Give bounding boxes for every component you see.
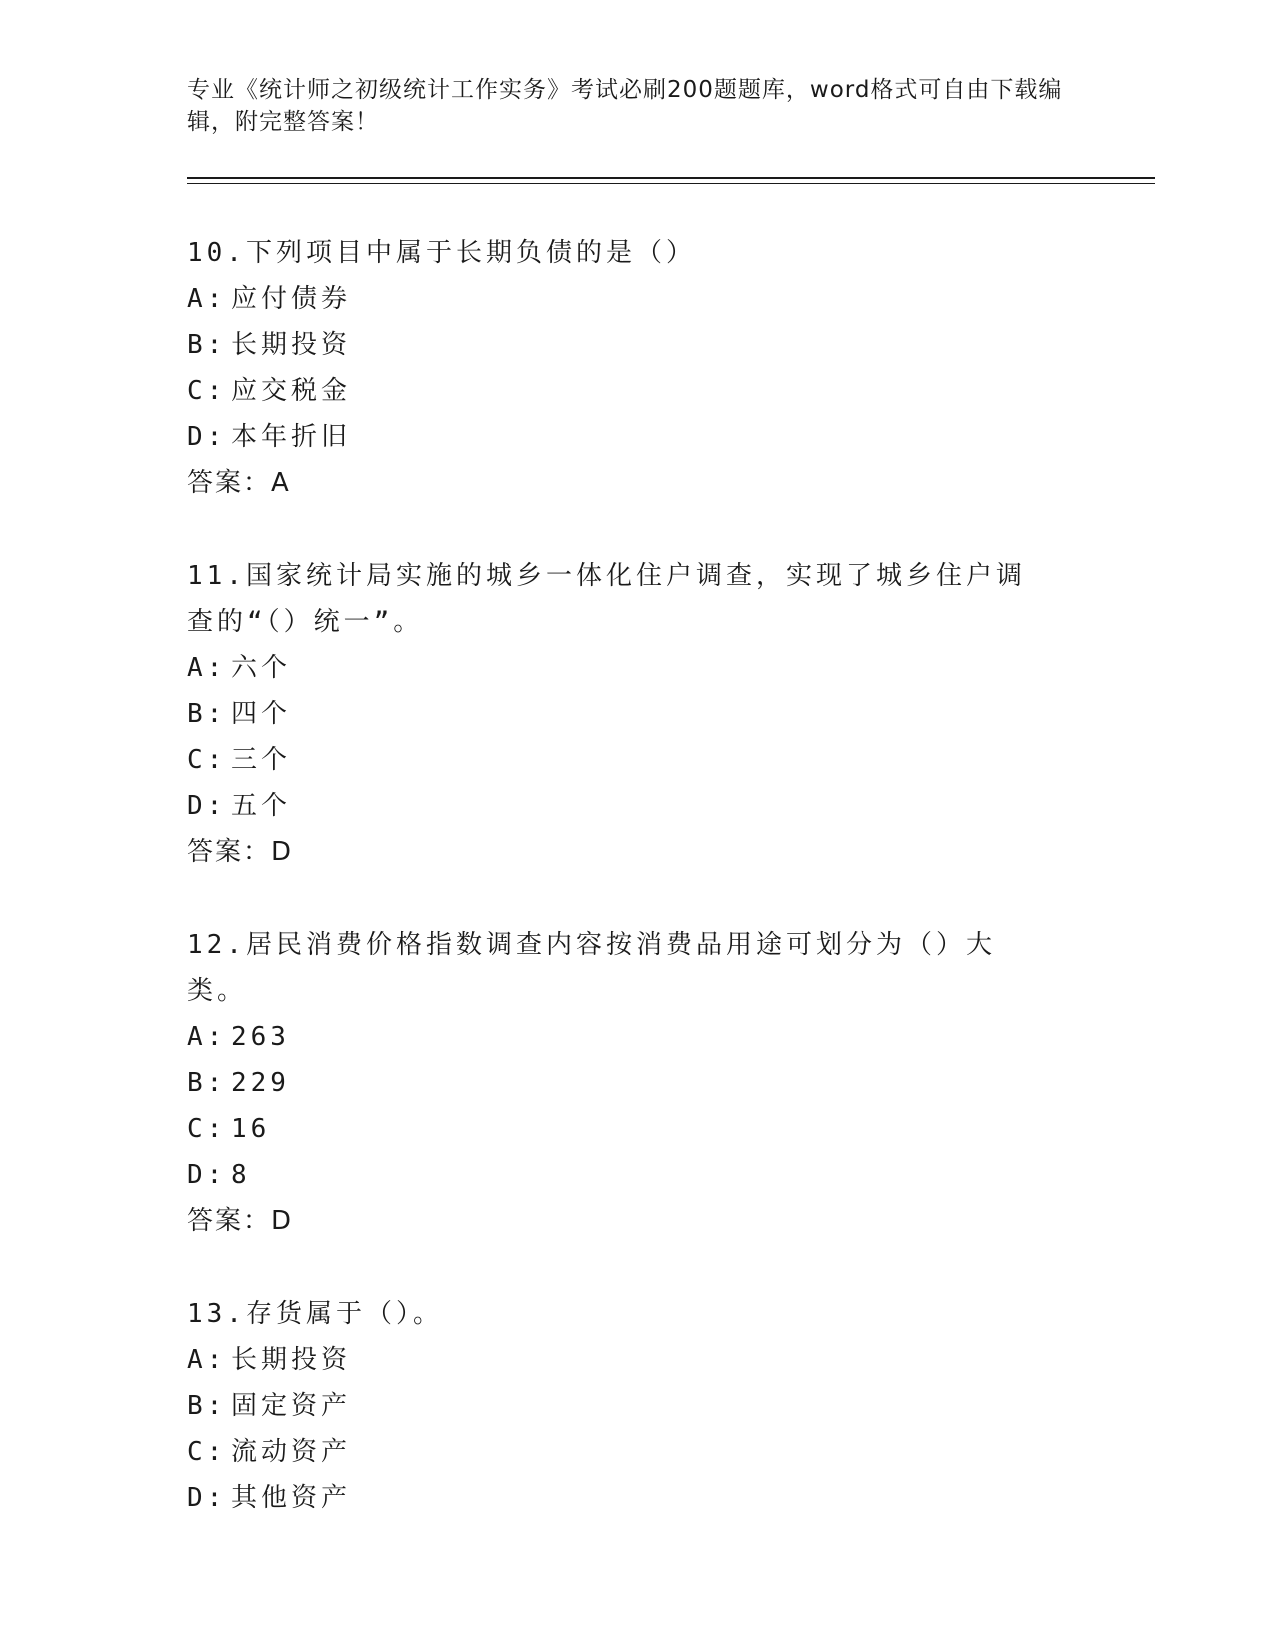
question-text: 13.存货属于（）。 bbox=[187, 1299, 443, 1329]
option-a bbox=[187, 1337, 1147, 1383]
option-b bbox=[187, 322, 1147, 368]
document-header: 专业《统计师之初级统计工作实务》考试必刷200题题库，word格式可自由下载编辑，附完整答案！ bbox=[187, 77, 1063, 135]
option-b bbox=[187, 691, 1147, 737]
header-divider-thick bbox=[187, 177, 1155, 179]
option-d bbox=[187, 783, 1147, 829]
option-a bbox=[187, 645, 1147, 691]
answer-line: 答案：D bbox=[187, 1206, 294, 1236]
question-10 bbox=[187, 230, 1147, 506]
option-letter: A: bbox=[187, 653, 227, 683]
option-text: 8 bbox=[231, 1160, 251, 1190]
option-text: 六个 bbox=[231, 653, 292, 683]
option-letter: A: bbox=[187, 1022, 227, 1052]
option-d bbox=[187, 1152, 1147, 1198]
option-b bbox=[187, 1383, 1147, 1429]
option-letter: D: bbox=[187, 1483, 227, 1513]
option-text: 16 bbox=[231, 1114, 271, 1144]
option-a bbox=[187, 276, 1147, 322]
answer-line: 答案：A bbox=[187, 468, 291, 498]
option-text: 固定资产 bbox=[231, 1391, 352, 1421]
option-text: 229 bbox=[231, 1068, 290, 1098]
option-c bbox=[187, 737, 1147, 783]
option-letter: B: bbox=[187, 1391, 227, 1421]
option-letter: C: bbox=[187, 745, 227, 775]
option-letter: A: bbox=[187, 1345, 227, 1375]
option-d bbox=[187, 414, 1147, 460]
question-12 bbox=[187, 922, 1147, 1244]
option-d bbox=[187, 1475, 1147, 1521]
option-text: 四个 bbox=[231, 699, 292, 729]
option-text: 应交税金 bbox=[231, 376, 352, 406]
header-divider-thin bbox=[187, 183, 1155, 184]
option-letter: B: bbox=[187, 1068, 227, 1098]
option-b bbox=[187, 1060, 1147, 1106]
option-text: 应付债券 bbox=[231, 284, 352, 314]
option-text: 三个 bbox=[231, 745, 292, 775]
option-text: 长期投资 bbox=[231, 330, 352, 360]
answer-line: 答案：D bbox=[187, 837, 294, 867]
option-c bbox=[187, 368, 1147, 414]
option-letter: D: bbox=[187, 1160, 227, 1190]
option-text: 其他资产 bbox=[231, 1483, 352, 1513]
option-letter: D: bbox=[187, 422, 227, 452]
option-letter: C: bbox=[187, 1437, 227, 1467]
option-a bbox=[187, 1014, 1147, 1060]
option-letter: C: bbox=[187, 1114, 227, 1144]
question-text: 11.国家统计局实施的城乡一体化住户调查，实现了城乡住户调查的“（）统一”。 bbox=[187, 561, 1026, 637]
question-11 bbox=[187, 553, 1147, 875]
option-letter: B: bbox=[187, 699, 227, 729]
option-text: 长期投资 bbox=[231, 1345, 352, 1375]
option-c bbox=[187, 1429, 1147, 1475]
option-text: 本年折旧 bbox=[231, 422, 352, 452]
question-list bbox=[187, 230, 1147, 1568]
question-text: 12.居民消费价格指数调查内容按消费品用途可划分为（）大类。 bbox=[187, 930, 996, 1006]
option-letter: D: bbox=[187, 791, 227, 821]
option-letter: B: bbox=[187, 330, 227, 360]
option-text: 263 bbox=[231, 1022, 290, 1052]
question-13 bbox=[187, 1291, 1147, 1521]
option-letter: C: bbox=[187, 376, 227, 406]
option-text: 五个 bbox=[231, 791, 292, 821]
question-text: 10.下列项目中属于长期负债的是（） bbox=[187, 238, 696, 268]
option-letter: A: bbox=[187, 284, 227, 314]
option-c bbox=[187, 1106, 1147, 1152]
option-text: 流动资产 bbox=[231, 1437, 352, 1467]
